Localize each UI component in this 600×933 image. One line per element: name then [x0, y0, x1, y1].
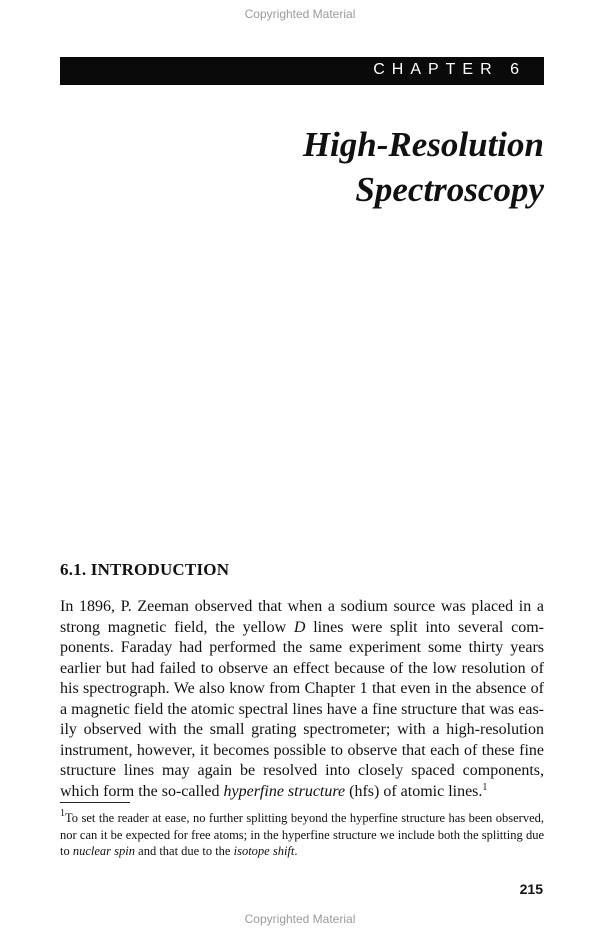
footnote-marker: 1 [60, 808, 65, 819]
footnote-text-part-3: . [294, 844, 298, 858]
footnote-divider [60, 802, 130, 803]
chapter-label: CHAPTER 6 [373, 61, 526, 78]
d-lines-term: D [293, 618, 306, 636]
chapter-title-line-1: High-Resolution [302, 125, 544, 164]
copyright-watermark-bottom: Copyrighted Material [244, 912, 356, 926]
footnote-reference: 1 [482, 781, 488, 793]
body-text-part-3: (hfs) of atomic lines. [345, 782, 483, 800]
hyperfine-structure-term: hyperfine structure [223, 782, 346, 800]
chapter-title-line-2: Spectroscopy [355, 170, 544, 209]
footnote-text-part-2: and that due to the [135, 844, 234, 858]
footnote-text-part-1: To set the reader at ease, no further splitting beyond the hyperfine structure has been observed, nor can it be expected for free atoms; in the hyperfine structure we include both the splitting due to [60, 811, 544, 858]
body-paragraph [60, 597, 544, 802]
body-text-part-1: In 1896, P. Zeeman observed that when a sodium source was placed in a strong magnetic field, the yellow [60, 598, 544, 636]
chapter-banner [60, 57, 544, 85]
section-heading: 6.1. INTRODUCTION [60, 560, 230, 579]
page-number: 215 [519, 881, 543, 897]
nuclear-spin-term: nuclear spin [72, 844, 136, 858]
body-text-part-2: lines were split into several components. Faraday had performed the same experiment some thirty years earlier but had failed to observe an effect because of the low resolution of his spectrograph. We also know from Chapter 1 that even in the absence of a magnetic field the atomic spectral lines have a fine structure that was easily observed with the small grating spectrometer; with a high-resolution instrument, however, it becomes possible to observe that each of these fine structure lines may again be resolved into closely spaced components, which form the so-called [60, 618, 544, 800]
copyright-watermark-top: Copyrighted Material [244, 7, 356, 21]
isotope-shift-term: isotope shift [233, 844, 295, 858]
footnote [60, 810, 544, 860]
chapter-title [303, 122, 544, 212]
